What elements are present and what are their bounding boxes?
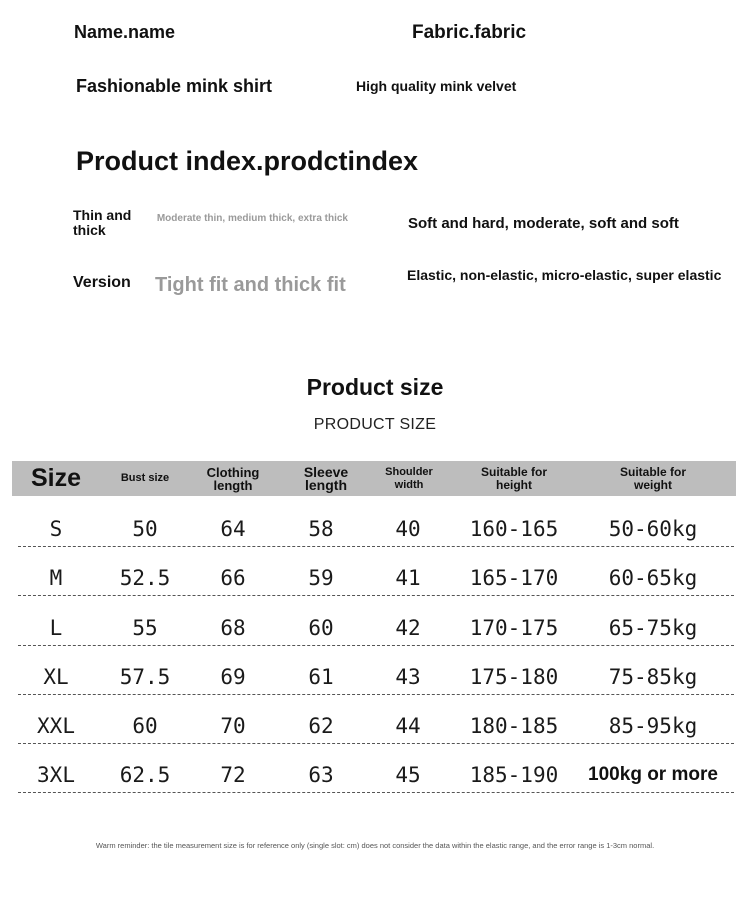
cell-size: 3XL: [37, 762, 75, 787]
cell-shoulder-width: 40: [395, 516, 421, 541]
softness-value: Soft and hard, moderate, soft and soft: [408, 215, 679, 232]
cell-bust: 60: [132, 713, 158, 738]
row-divider: [18, 645, 734, 646]
cell-shoulder-width: 42: [395, 615, 421, 640]
row-divider: [18, 546, 734, 547]
cell-weight: 65-75kg: [608, 615, 698, 640]
cell-sleeve-length: 58: [308, 516, 334, 541]
header-weight: Suitable for weight: [619, 464, 686, 492]
row-divider: [18, 792, 734, 793]
name-value: Fashionable mink shirt: [76, 76, 273, 96]
size-table-header: [12, 461, 736, 496]
header-height: Suitable for height: [480, 464, 547, 492]
cell-sleeve-length: 60: [308, 615, 334, 640]
cell-shoulder-width: 45: [395, 762, 421, 787]
cell-height: 160-165: [469, 516, 559, 541]
cell-shoulder-width: 41: [395, 565, 421, 590]
cell-height: 165-170: [469, 565, 559, 590]
cell-clothing-length: 69: [220, 664, 246, 689]
name-label: Name.name: [74, 22, 176, 42]
cell-weight: 75-85kg: [608, 664, 698, 689]
cell-bust: 50: [132, 516, 158, 541]
cell-clothing-length: 64: [220, 516, 246, 541]
cell-sleeve-length: 63: [308, 762, 334, 787]
header-size: Size: [30, 464, 82, 492]
cell-clothing-length: 68: [220, 615, 246, 640]
cell-weight: 50-60kg: [608, 516, 698, 541]
cell-weight: 60-65kg: [608, 565, 698, 590]
cell-size: XL: [43, 664, 69, 689]
cell-bust: 52.5: [119, 565, 171, 590]
version-label: Version: [73, 274, 131, 291]
row-divider: [18, 694, 734, 695]
cell-clothing-length: 70: [220, 713, 246, 738]
cell-weight: 100kg or more: [588, 763, 718, 785]
cell-height: 180-185: [469, 713, 559, 738]
header-shoulder-width: Shoulder width: [385, 465, 433, 491]
fabric-value: High quality mink velvet: [356, 78, 517, 94]
elasticity-value: Elastic, non-elastic, micro-elastic, super elastic: [407, 267, 722, 283]
cell-clothing-length: 66: [220, 565, 246, 590]
thickness-options: Moderate thin, medium thick, extra thick: [156, 213, 348, 224]
cell-height: 175-180: [469, 664, 559, 689]
cell-size: M: [49, 565, 63, 590]
fabric-label: Fabric.fabric: [412, 22, 527, 43]
cell-height: 170-175: [469, 615, 559, 640]
cell-bust: 55: [132, 615, 158, 640]
cell-size: L: [49, 615, 63, 640]
row-divider: [18, 743, 734, 744]
cell-size: XXL: [37, 713, 75, 738]
cell-sleeve-length: 62: [308, 713, 334, 738]
header-sleeve-length: Sleeve length: [303, 463, 349, 493]
cell-shoulder-width: 43: [395, 664, 421, 689]
cell-weight: 85-95kg: [608, 713, 698, 738]
cell-height: 185-190: [469, 762, 559, 787]
cell-bust: 62.5: [119, 762, 171, 787]
header-clothing-length: Clothing length: [206, 464, 260, 493]
product-size-subtitle: PRODUCT SIZE: [313, 416, 437, 433]
cell-size: S: [49, 516, 63, 541]
row-divider: [18, 595, 734, 596]
cell-shoulder-width: 44: [395, 713, 421, 738]
cell-sleeve-length: 61: [308, 664, 334, 689]
thickness-label: Thin and thick: [73, 207, 132, 238]
cell-clothing-length: 72: [220, 762, 246, 787]
warm-reminder: Warm reminder: the tile measurement size is for reference only (single slot: cm) does not consider the data within the elastic range, and the error range is 1-3cm normal.: [95, 841, 655, 850]
version-value: Tight fit and thick fit: [155, 274, 346, 296]
cell-bust: 57.5: [119, 664, 171, 689]
cell-sleeve-length: 59: [308, 565, 334, 590]
header-bust: Bust size: [120, 472, 170, 484]
product-index-title: Product index.prodctindex: [76, 146, 419, 176]
product-size-title: Product size: [306, 374, 444, 400]
